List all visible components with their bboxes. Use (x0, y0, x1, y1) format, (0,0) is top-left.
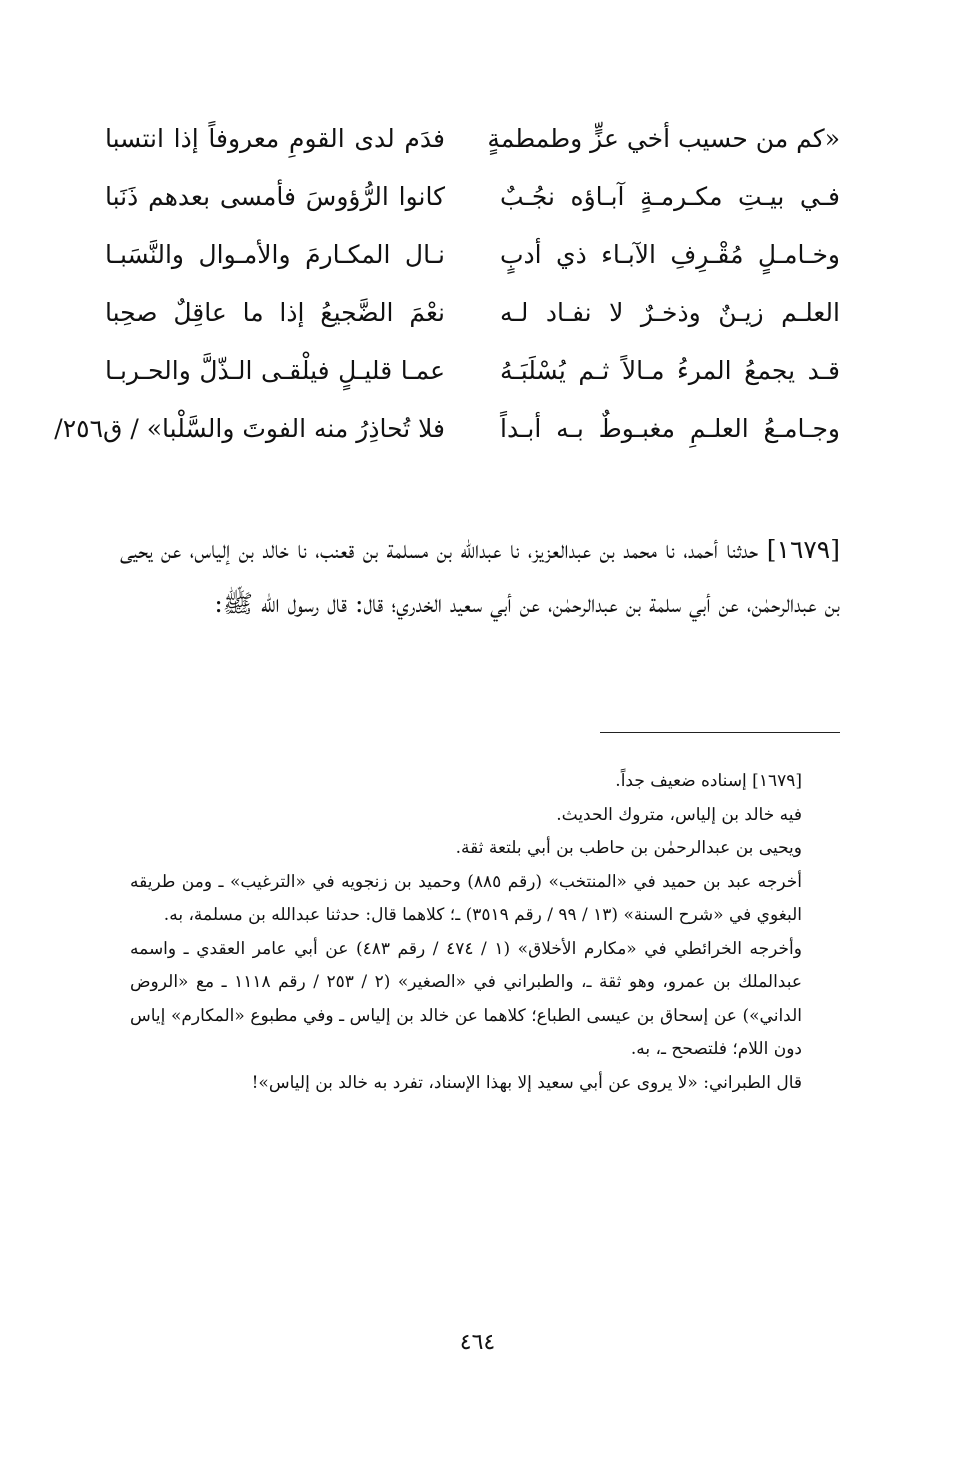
footnote-paragraph: وأخرجه الخرائطي في «مكارم الأخلاق» (١ / ٤٧٤ / رقم ٤٨٣) عن أبي عامر العقدي ـ واسمه عبدالملك بن عمرو، وهو ثقة ـ، والطبراني في «الصغير» (٢ / ٢٥٣ / رقم ١١١٨ ـ مع «الروض الداني») عن إسحاق بن عيسى الطباع؛ كلاهما عن خالد بن إلياس ـ وفي مطبوع «المكارم» إياس دون اللام؛ فلتصحح ـ، به. (130, 938, 802, 1059)
footnote-paragraph: ويحيى بن عبدالرحمٰن بن حاطب بن أبي بلتعة ثقة. (455, 838, 802, 858)
verse-first-hemistich: العلـم زيـنٌ وذخـرٌ لا نفـاد لـه (500, 298, 840, 327)
verse-second-hemistich: فدَم لدى القومِ معروفاً إذا انتسبا (105, 124, 445, 153)
footnote-paragraph: فيه خالد بن إلياس، متروك الحديث. (556, 804, 802, 825)
verse-first-hemistich: وخـامـلٍ مُقْـرِفِ الآبـاء ذي أدبٍ (500, 240, 840, 269)
footnote-paragraph: قال الطبراني: «لا يروى عن أبي سعيد إلا بهذا الإسناد، تفرد به خالد بن إلياس»! (251, 1072, 802, 1093)
verse-first-hemistich: وجـامـعُ العلـمِ مغبـوطٌ بـه أبـداً (500, 414, 840, 443)
poem-verse (105, 168, 840, 226)
page-number: ٤٦٤ (459, 1330, 496, 1355)
hadith-narration: [١٦٧٩] حدثنا أحمد، نا محمد بن عبدالعزيز، نا عبدالله بن مسلمة بن قعنب، نا خالد بن إلياس، عن يحيى بن عبدالرحمٰن، عن أبي سلمة بن عبدالرحمٰن، عن أبي سعيد الخدري؛ قال: قال رسول الله ﷺ: (120, 535, 840, 618)
poem-verse (105, 226, 840, 284)
verse-second-hemistich: نـال المكـارمَ والأمـوال والنَّسَبـا (105, 240, 445, 269)
verse-first-hemistich: فـي بيـتِ مكـرمـةٍ آبـاؤه نجُـبٌ (500, 182, 840, 211)
verse-second-hemistich: فلا تُحاذِرُ منه الفوتَ والسَّلْبا» / ق٢٥٦/ (54, 414, 445, 443)
poem-verse (105, 110, 840, 168)
footnotes (130, 765, 842, 1100)
verse-second-hemistich: كانوا الرُّؤوسَ فأمسى بعدهم ذَنَبا (105, 182, 445, 211)
poem-verse (105, 284, 840, 342)
poem (54, 110, 840, 458)
verse-second-hemistich: نعْمَ الضَّجيعُ إذا ما عاقِلٌ صحِبا (105, 298, 445, 327)
verse-first-hemistich: «كم من حسيب أخي عزٍّ وطمطمةٍ (487, 124, 840, 153)
footnote-separator (600, 732, 840, 733)
footnote-paragraph: أخرجه عبد بن حميد في «المنتخب» (رقم ٨٨٥) وحميد بن زنجويه في «الترغيب» ـ ومن طريقه البغوي في «شرح السنة» (١٣ / ٩٩ / رقم ٣٥١٩) ـ؛ كلاهما قال: حدثنا عبدالله بن مسلمة، به. (130, 871, 802, 925)
poem-verse (105, 342, 840, 400)
verse-second-hemistich: عمـا قليـلٍ فيلْقـى الـذّلَّ والحـربـا (105, 356, 445, 385)
footnote-label: [١٦٧٩] إسناده ضعيف جداً. (615, 771, 802, 791)
verse-first-hemistich: قـد يجمعُ المرءُ مـالاً ثـم يُسْلَبَـهُ (500, 356, 840, 385)
poem-verse (54, 400, 840, 458)
